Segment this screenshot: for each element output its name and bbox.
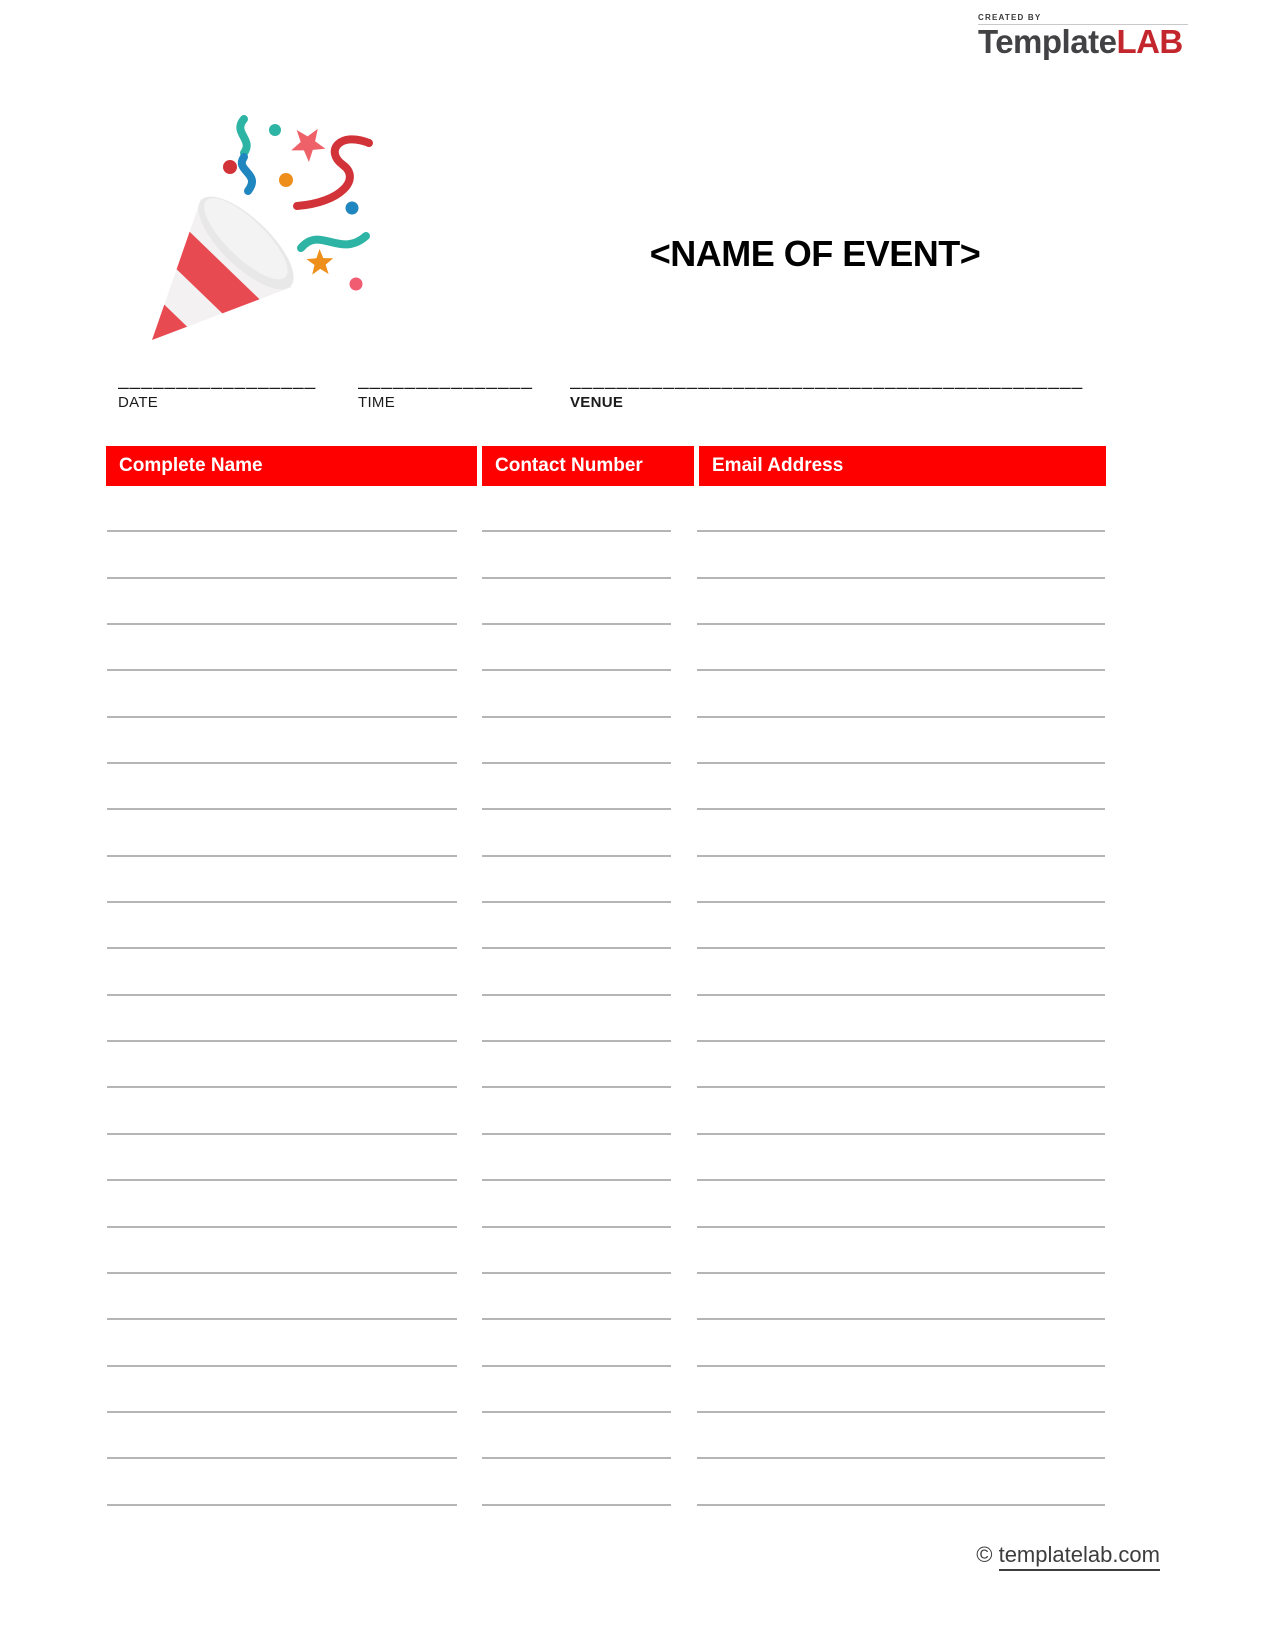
column-header-email-address: Email Address: [699, 446, 1106, 486]
date-field: [118, 368, 325, 411]
column-header-complete-name: Complete Name: [106, 446, 477, 486]
table-row: [106, 532, 1106, 578]
created-by-label: CREATED BY: [978, 13, 1042, 22]
venue-blank-line: ____________________________________________: [570, 369, 1084, 390]
table-row: [106, 996, 1106, 1042]
event-title: <NAME OF EVENT>: [649, 233, 981, 274]
venue-label: VENUE: [570, 394, 624, 411]
logo-wordmark: [978, 25, 1188, 59]
signup-table-rows: [106, 486, 1106, 1506]
table-row: [106, 903, 1106, 949]
table-header: [106, 446, 1106, 486]
table-row: [106, 949, 1106, 995]
date-blank-line: _________________: [118, 369, 317, 390]
table-row: [106, 1413, 1106, 1459]
templatelab-logo: [978, 13, 1188, 59]
copyright-symbol: ©: [976, 1542, 993, 1567]
table-row: [106, 579, 1106, 625]
table-row: [106, 857, 1106, 903]
table-row: [106, 671, 1106, 717]
table-row: [106, 486, 1106, 532]
templatelab-link[interactable]: templatelab.com: [999, 1542, 1160, 1571]
row-blank-line: [697, 1504, 1105, 1506]
table-row: [106, 1320, 1106, 1366]
row-blank-line: [107, 1504, 457, 1506]
party-popper-icon: [140, 95, 390, 345]
time-field: [358, 368, 536, 411]
table-row: [106, 1367, 1106, 1413]
table-row: [106, 718, 1106, 764]
date-label: DATE: [118, 394, 159, 411]
table-row: [106, 810, 1106, 856]
column-header-contact-number: Contact Number: [482, 446, 694, 486]
table-row: [106, 1459, 1106, 1505]
signup-table: [106, 446, 1106, 1506]
time-label: TIME: [358, 394, 396, 411]
table-row: [106, 1088, 1106, 1134]
logo-lab-text: LAB: [1116, 23, 1183, 60]
table-row: [106, 1042, 1106, 1088]
logo-template-text: Template: [978, 23, 1117, 60]
footer-copyright: [976, 1542, 1160, 1568]
venue-field: [570, 368, 1087, 411]
table-row: [106, 1274, 1106, 1320]
table-row: [106, 1135, 1106, 1181]
table-row: [106, 1181, 1106, 1227]
table-row: [106, 764, 1106, 810]
table-row: [106, 1228, 1106, 1274]
table-row: [106, 625, 1106, 671]
row-blank-line: [482, 1504, 671, 1506]
time-blank-line: _______________: [358, 369, 534, 390]
